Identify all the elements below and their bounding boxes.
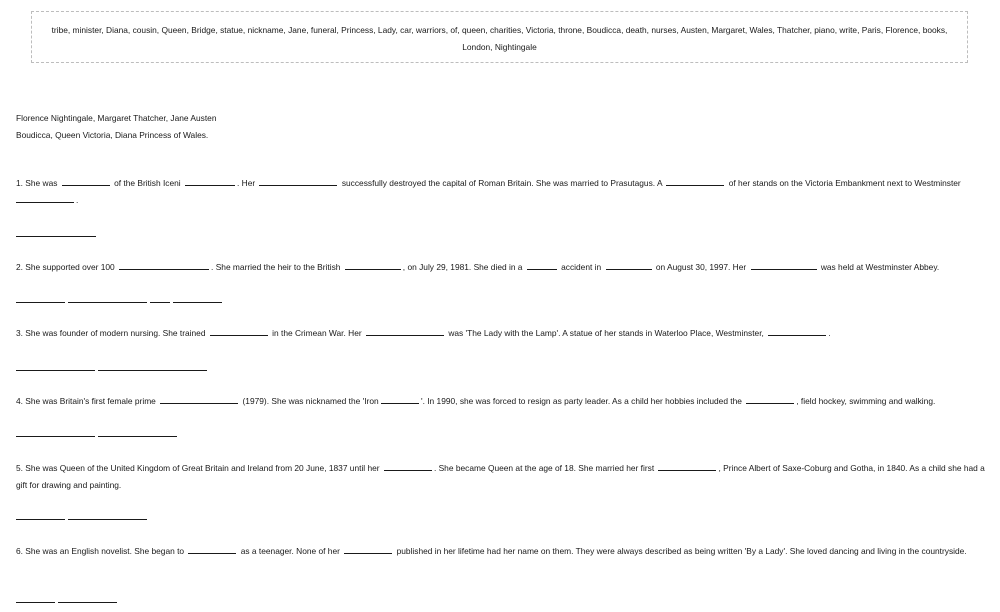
q6-text: 6. She was an English novelist. She began to bbox=[16, 546, 185, 556]
word-bank bbox=[31, 11, 968, 63]
q4-text: (1979). She was nicknamed the 'Iron bbox=[242, 396, 379, 406]
names-line-1: Florence Nightingale, Margaret Thatcher, Jane Austen bbox=[16, 113, 217, 123]
q6-text: published in her lifetime had her name on them. They were always described as being written 'By a Lady'. She loved dancing and living in the countryside. bbox=[396, 546, 967, 556]
q1-text: of her stands on the Victoria Embankment next to Westminster bbox=[728, 178, 961, 188]
question-5 bbox=[16, 460, 991, 494]
question-6 bbox=[16, 543, 991, 560]
answer-line[interactable] bbox=[68, 302, 147, 303]
q5-text: , Prince Albert of Saxe-Coburg and Gotha, in 1840. As a child she had a gift for drawing and painting. bbox=[16, 463, 985, 490]
q3-text: in the Crimean War. Her bbox=[272, 328, 362, 338]
q2-blank-2[interactable] bbox=[345, 260, 401, 270]
q2-blank-4[interactable] bbox=[606, 260, 652, 270]
answer-line[interactable] bbox=[16, 436, 95, 437]
answer-line[interactable] bbox=[16, 519, 65, 520]
question-1 bbox=[16, 175, 991, 209]
q1-blank-4[interactable] bbox=[666, 176, 724, 186]
q4-blank-1[interactable] bbox=[160, 394, 238, 404]
q2-text: on August 30, 1997. Her bbox=[655, 262, 747, 272]
q1-text: . bbox=[76, 195, 79, 205]
q5-blank-2[interactable] bbox=[658, 461, 716, 471]
names-list bbox=[16, 110, 217, 144]
q2-blank-5[interactable] bbox=[751, 260, 817, 270]
q6-blank-1[interactable] bbox=[188, 544, 236, 554]
q1-text: successfully destroyed the capital of Roman Britain. She was married to Prasutagus. A bbox=[341, 178, 663, 188]
answer-line[interactable] bbox=[68, 519, 147, 520]
q2-blank-3[interactable] bbox=[527, 260, 557, 270]
names-line-2: Boudicca, Queen Victoria, Diana Princess of Wales. bbox=[16, 130, 209, 140]
q2-text: , on July 29, 1981. She died in a bbox=[402, 262, 523, 272]
q1-blank-1[interactable] bbox=[62, 176, 110, 186]
q1-text: . Her bbox=[237, 178, 256, 188]
q5-text: 5. She was Queen of the United Kingdom of Great Britain and Ireland from 20 June, 1837 until her bbox=[16, 463, 380, 473]
q3-text: 3. She was founder of modern nursing. She trained bbox=[16, 328, 206, 338]
question-4 bbox=[16, 393, 991, 410]
q4-blank-3[interactable] bbox=[746, 394, 794, 404]
q5-text: . She became Queen at the age of 18. She married her first bbox=[433, 463, 655, 473]
answer-line[interactable] bbox=[16, 302, 65, 303]
answer-line[interactable] bbox=[98, 370, 207, 371]
answer-line[interactable] bbox=[98, 436, 177, 437]
q2-text: accident in bbox=[561, 262, 602, 272]
answer-line[interactable] bbox=[16, 236, 96, 237]
answer-line[interactable] bbox=[58, 602, 117, 603]
answer-line[interactable] bbox=[173, 302, 222, 303]
q4-text: '. In 1990, she was forced to resign as party leader. As a child her hobbies included the bbox=[420, 396, 742, 406]
q1-blank-2[interactable] bbox=[185, 176, 235, 186]
question-3 bbox=[16, 325, 991, 342]
q3-blank-1[interactable] bbox=[210, 326, 268, 336]
q4-text: 4. She was Britain's first female prime bbox=[16, 396, 156, 406]
q6-blank-2[interactable] bbox=[344, 544, 392, 554]
q3-text: was 'The Lady with the Lamp'. A statue of her stands in Waterloo Place, Westminster, bbox=[448, 328, 764, 338]
answer-line[interactable] bbox=[16, 370, 95, 371]
q4-text: , field hockey, swimming and walking. bbox=[796, 396, 936, 406]
q2-text: was held at Westminster Abbey. bbox=[820, 262, 940, 272]
q3-blank-3[interactable] bbox=[768, 326, 826, 336]
q2-blank-1[interactable] bbox=[119, 260, 209, 270]
q1-blank-3[interactable] bbox=[259, 176, 337, 186]
answer-line[interactable] bbox=[150, 302, 170, 303]
word-bank-text: tribe, minister, Diana, cousin, Queen, Bridge, statue, nickname, Jane, funeral, Princess, Lady, car, warriors, of, queen, charities, Victoria, throne, Boudicca, death, nurses, Austen, Margaret, Wales, Thatcher, piano, write, Paris, Florence, books, London, Nightingale bbox=[51, 25, 948, 52]
q2-text: 2. She supported over 100 bbox=[16, 262, 115, 272]
q3-blank-2[interactable] bbox=[366, 326, 444, 336]
q3-text: . bbox=[828, 328, 831, 338]
q1-text: of the British Iceni bbox=[114, 178, 181, 188]
answer-line[interactable] bbox=[16, 602, 55, 603]
q6-text: as a teenager. None of her bbox=[240, 546, 340, 556]
q4-blank-2[interactable] bbox=[381, 394, 419, 404]
q2-text: . She married the heir to the British bbox=[211, 262, 341, 272]
q1-blank-5[interactable] bbox=[16, 193, 74, 203]
q1-text: 1. She was bbox=[16, 178, 58, 188]
q5-blank-1[interactable] bbox=[384, 461, 432, 471]
question-2 bbox=[16, 259, 991, 276]
